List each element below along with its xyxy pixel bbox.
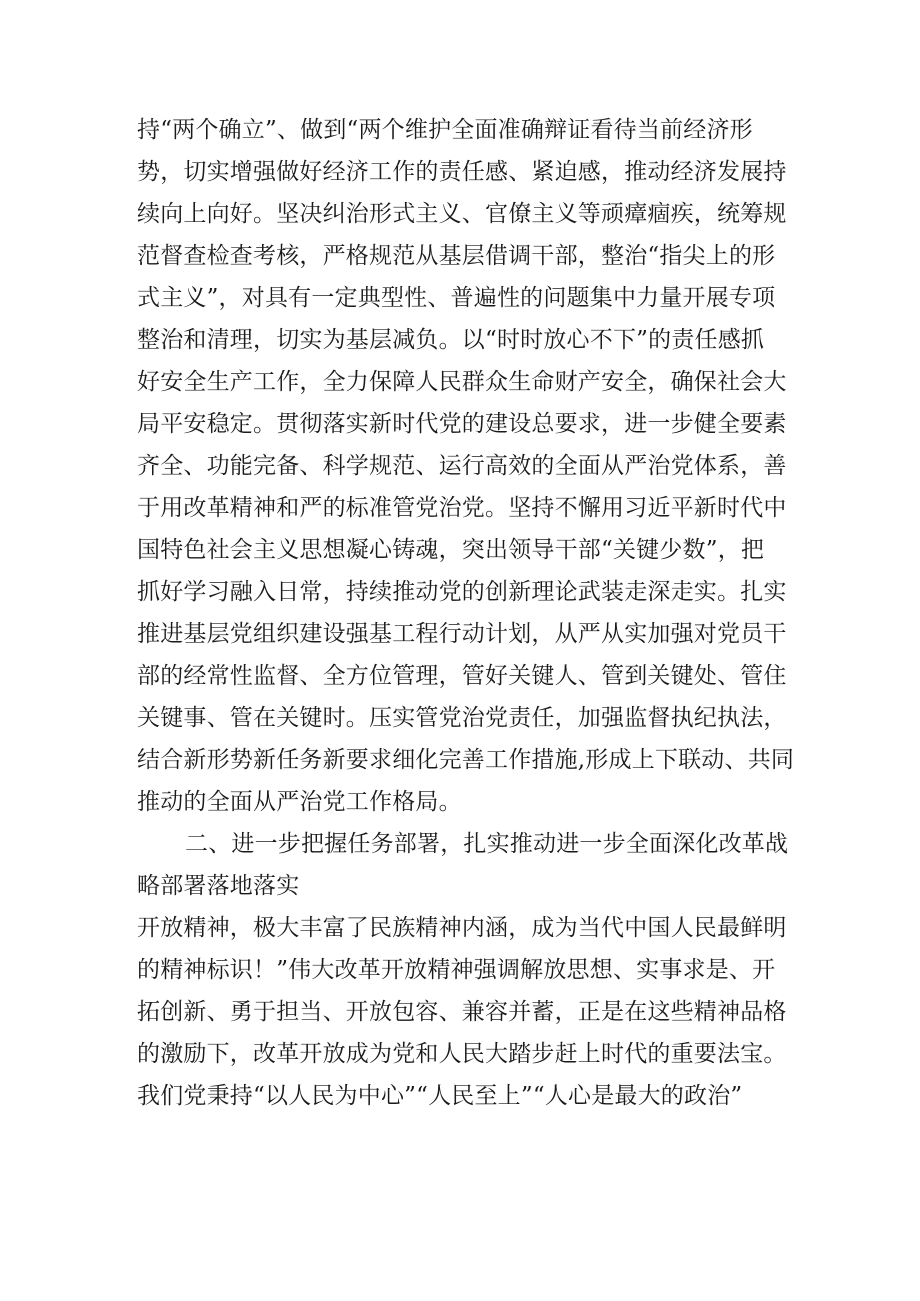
text-line: 抓好学习融入日常，持续推动党的创新理论武装走深走实。扎实	[137, 579, 787, 605]
text-line: 局平安稳定。贯彻落实新时代党的建设总要求，进一步健全要素	[137, 411, 787, 437]
text-line: 的激励下，改革开放成为党和人民大踏步赶上时代的重要法宝。	[137, 1041, 787, 1067]
text-line: 齐全、功能完备、科学规范、运行高效的全面从严治党体系，善	[137, 453, 787, 479]
text-line: 持“两个确立”、做到“两个维护全面准确辩证看待当前经济形	[137, 117, 753, 143]
text-line: 范督查检查考核，严格规范从基层借调干部，整治“指尖上的形	[137, 243, 776, 269]
text-line: 式主义”，对具有一定典型性、普遍性的问题集中力量开展专项	[137, 285, 776, 311]
text-line: 的精神标识！”伟大改革开放精神强调解放思想、实事求是、开	[137, 957, 776, 983]
text-line: 关键事、管在关键时。压实管党治党责任，加强监督执纪执法，	[137, 705, 787, 731]
text-line: 续向上向好。坚决纠治形式主义、官僚主义等顽瘴痼疾，统筹规	[137, 201, 787, 227]
heading-line: 二、进一步把握任务部署，扎实推动进一步全面深化改革战	[185, 831, 789, 857]
text-line: 开放精神，极大丰富了民族精神内涵，成为当代中国人民最鲜明	[137, 915, 787, 941]
heading-line: 略部署落地落实	[137, 873, 300, 899]
text-line: 势，切实增强做好经济工作的责任感、紧迫感，推动经济发展持	[137, 159, 787, 185]
text-line: 我们党秉持“以人民为中心”“人民至上”“人心是最大的政治”	[137, 1083, 743, 1109]
text-line: 整治和清理，切实为基层减负。以“时时放心不下”的责任感抓	[137, 327, 765, 353]
text-line: 推进基层党组织建设强基工程行动计划，从严从实加强对党员干	[137, 621, 787, 647]
text-line: 推动的全面从严治党工作格局。	[137, 789, 462, 815]
text-line: 拓创新、勇于担当、开放包容、兼容并蓄，正是在这些精神品格	[137, 999, 787, 1025]
text-line: 结合新形势新任务新要求细化完善工作措施,形成上下联动、共同	[137, 747, 795, 773]
text-line: 国特色社会主义思想凝心铸魂，突出领导干部“关键少数”，把	[137, 537, 765, 563]
text-line: 于用改革精神和严的标准管党治党。坚持不懈用习近平新时代中	[137, 495, 787, 521]
text-line: 好安全生产工作，全力保障人民群众生命财产安全，确保社会大	[137, 369, 787, 395]
text-line: 部的经常性监督、全方位管理，管好关键人、管到关键处、管住	[137, 663, 787, 689]
